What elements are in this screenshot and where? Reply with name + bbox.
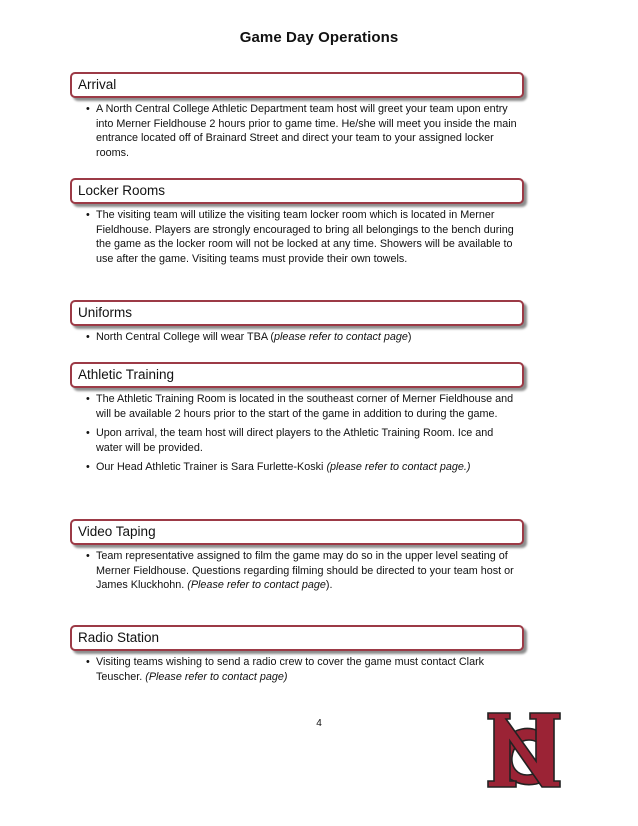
section-heading-arrival: Arrival [70, 72, 524, 98]
bullet-item: • Visiting teams wishing to send a radio crew to cover the game must contact Clark Teuscher. (Please refer to contact page) [86, 655, 518, 684]
section-arrival [70, 72, 524, 165]
bullet-item: • North Central College will wear TBA (please refer to contact page) [86, 330, 518, 345]
section-heading-athletic-training: Athletic Training [70, 362, 524, 388]
bullet-item: • Our Head Athletic Trainer is Sara Furlette-Koski (please refer to contact page.) [86, 460, 518, 475]
bullet-item: • A North Central College Athletic Department team host will greet your team upon entry into Merner Fieldhouse 2 hours prior to game time. He/she will meet you inside the main entrance located off of Brainard Street and direct your team to your assigned locker rooms. [86, 102, 518, 160]
bullet-list [86, 392, 518, 475]
section-heading-uniforms: Uniforms [70, 300, 524, 326]
page-number: 4 [316, 718, 322, 729]
bullet-item: • Upon arrival, the team host will direct players to the Athletic Training Room. Ice and water will be provided. [86, 426, 518, 455]
bullet-list [86, 102, 518, 160]
section-heading-radio-station: Radio Station [70, 625, 524, 651]
section-radio-station [70, 625, 524, 689]
bullet-item: • Team representative assigned to film the game may do so in the upper level seating of Merner Fieldhouse. Questions regarding filming should be directed to your team host or James Kluckhohn. (Please refer to contact page). [86, 549, 518, 593]
nc-logo-icon [484, 709, 564, 791]
bullet-list [86, 208, 518, 266]
section-locker-rooms [70, 178, 524, 271]
bullet-list [86, 655, 518, 684]
bullet-item: • The visiting team will utilize the visiting team locker room which is located in Merner Fieldhouse. Players are strongly encouraged to bring all belongings to the bench during the game as the locker room will not be locked at any time. Showers will be available to use after the game. Visiting teams must provide their own towels. [86, 208, 518, 266]
bullet-list [86, 549, 518, 593]
section-heading-locker-rooms: Locker Rooms [70, 178, 524, 204]
section-heading-video-taping: Video Taping [70, 519, 524, 545]
section-uniforms [70, 300, 524, 350]
section-video-taping [70, 519, 524, 598]
bullet-list [86, 330, 518, 345]
section-athletic-training [70, 362, 524, 480]
logo-letters-nc [488, 713, 560, 787]
page-title: Game Day Operations [239, 29, 399, 46]
bullet-item: • The Athletic Training Room is located in the southeast corner of Merner Fieldhouse and will be available 2 hours prior to the start of the game in addition to during the game. [86, 392, 518, 421]
